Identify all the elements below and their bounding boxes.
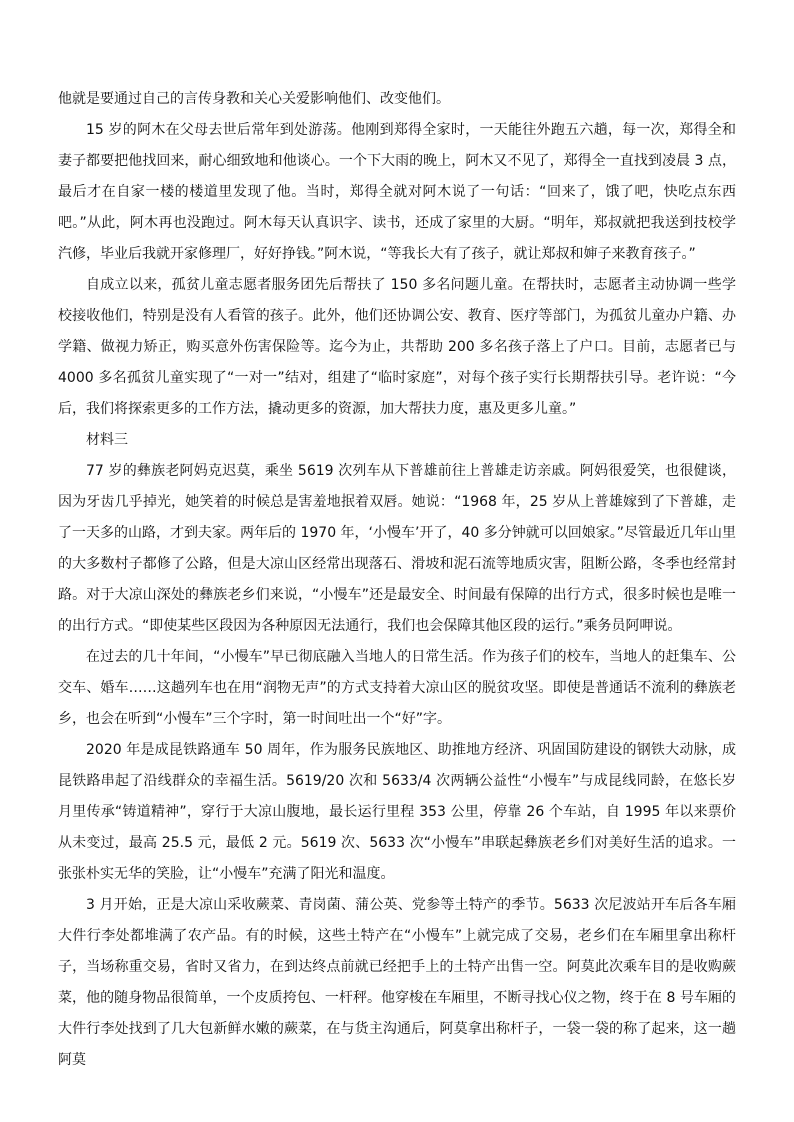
paragraph-volunteer-group: 自成立以来，孤贫儿童志愿者服务团先后帮扶了 150 多名问题儿童。在帮扶时，志愿者主动协调一些学校接收他们，特别是没有人看管的孩子。此外，他们还协调公安、教育、医疗等部门，为孤贫儿童办户籍、办学籍、做视力矫正，购买意外伤害保险等。迄今为止，共帮助 200 多名孩子落上了户口。目前，志愿者已与 4000 多名孤贫儿童实现了“一对一”结对，组建了“临时家庭”，对每个孩子实行长期帮扶引导。老许说：“今后，我们将探索更多的工作方法，撬动更多的资源，加大帮扶力度，惠及更多儿童。”	[58, 277, 736, 417]
paragraph-anniversary: 2020 年是成昆铁路通车 50 周年，作为服务民族地区、助推地方经济、巩固国防建设的钢铁大动脉，成昆铁路串起了沿线群众的幸福生活。5619/20 次和 5633/4 次两辆公益性“小慢车”与成昆线同龄，在悠长岁月里传承“铸道精神”，穿行于大凉山腹地，最长运行里程 353 公里，停靠 26 个车站，自 1995 年以来票价从未变过，最高 25.5 元，最低 2 元。5619 次、5633 次“小慢车”串联起彝族老乡们对美好生活的追求。一张张朴实无华的笑脸，让“小慢车”充满了阳光和温度。	[58, 742, 736, 882]
section-heading-material-three: 材料三	[86, 432, 128, 448]
paragraph-march-trade: 3 月开始，正是大凉山采收蕨菜、青岗菌、蒲公英、党参等土特产的季节。5633 次尼波站开车后各车厢大件行李处都堆满了农产品。有的时候，这些土特产在“小慢车”上就完成了交易，老乡们在车厢里拿出称杆子，当场称重交易，省时又省力，在到达终点前就已经把手上的土特产出售一空。阿莫此次乘车目的是收购蕨菜，他的随身物品很简单，一个皮质挎包、一杆秤。他穿梭在车厢里，不断寻找心仪之物，终于在 8 号车厢的大件行李处找到了几大包新鲜水嫩的蕨菜，在与货主沟通后，阿莫拿出称杆子，一袋一袋的称了起来，这一趟阿莫	[58, 897, 736, 1068]
paragraph-grandmother: 77 岁的彝族老阿妈克迟莫，乘坐 5619 次列车从下普雄前往上普雄走访亲戚。阿妈很爱笑，也很健谈，因为牙齿几乎掉光，她笑着的时候总是害羞地抿着双唇。她说：“1968 年，25 岁从上普雄嫁到了下普雄，走了一天多的山路，才到夫家。两年后的 1970 年，‘小慢车’开了，40 多分钟就可以回娘家。”尽管最近几年山里的大多数村子都修了公路，但是大凉山区经常出现落石、滑坡和泥石流等地质灾害，阻断公路，冬季也经常封路。对于大凉山深处的彝族老乡们来说，“小慢车”还是最安全、时间最有保障的出行方式，很多时候也是唯一的出行方式。“即使某些区段因为各种原因无法通行，我们也会保障其他区段的运行。”乘务员阿呷说。	[58, 463, 736, 634]
paragraph-intro-end: 他就是要通过自己的言传身教和关心关爱影响他们、改变他们。	[58, 91, 450, 107]
paragraph-daily-life: 在过去的几十年间，“小慢车”早已彻底融入当地人的日常生活。作为孩子们的校车，当地人的赶集车、公交车、婚车……这趟列车也在用“润物无声”的方式支持着大凉山区的脱贫攻坚。即使是普通话不流利的彝族老乡，也会在听到“小慢车”三个字时，第一时间吐出一个“好”字。	[58, 649, 736, 727]
paragraph-amu: 15 岁的阿木在父母去世后常年到处游荡。他刚到郑得全家时，一天能往外跑五六趟，每一次，郑得全和妻子都要把他找回来，耐心细致地和他谈心。一个下大雨的晚上，阿木又不见了，郑得全一直找到凌晨 3 点，最后才在自家一楼的楼道里发现了他。当时，郑得全就对阿木说了一句话：“回来了，饿了吧，快吃点东西吧。”从此，阿木再也没跑过。阿木每天认真识字、读书，还成了家里的大厨。“明年，郑叔就把我送到技校学汽修，毕业后我就开家修理厂，好好挣钱。”阿木说，“等我长大有了孩子，就让郑叔和婶子来教育孩子。”	[58, 122, 736, 262]
